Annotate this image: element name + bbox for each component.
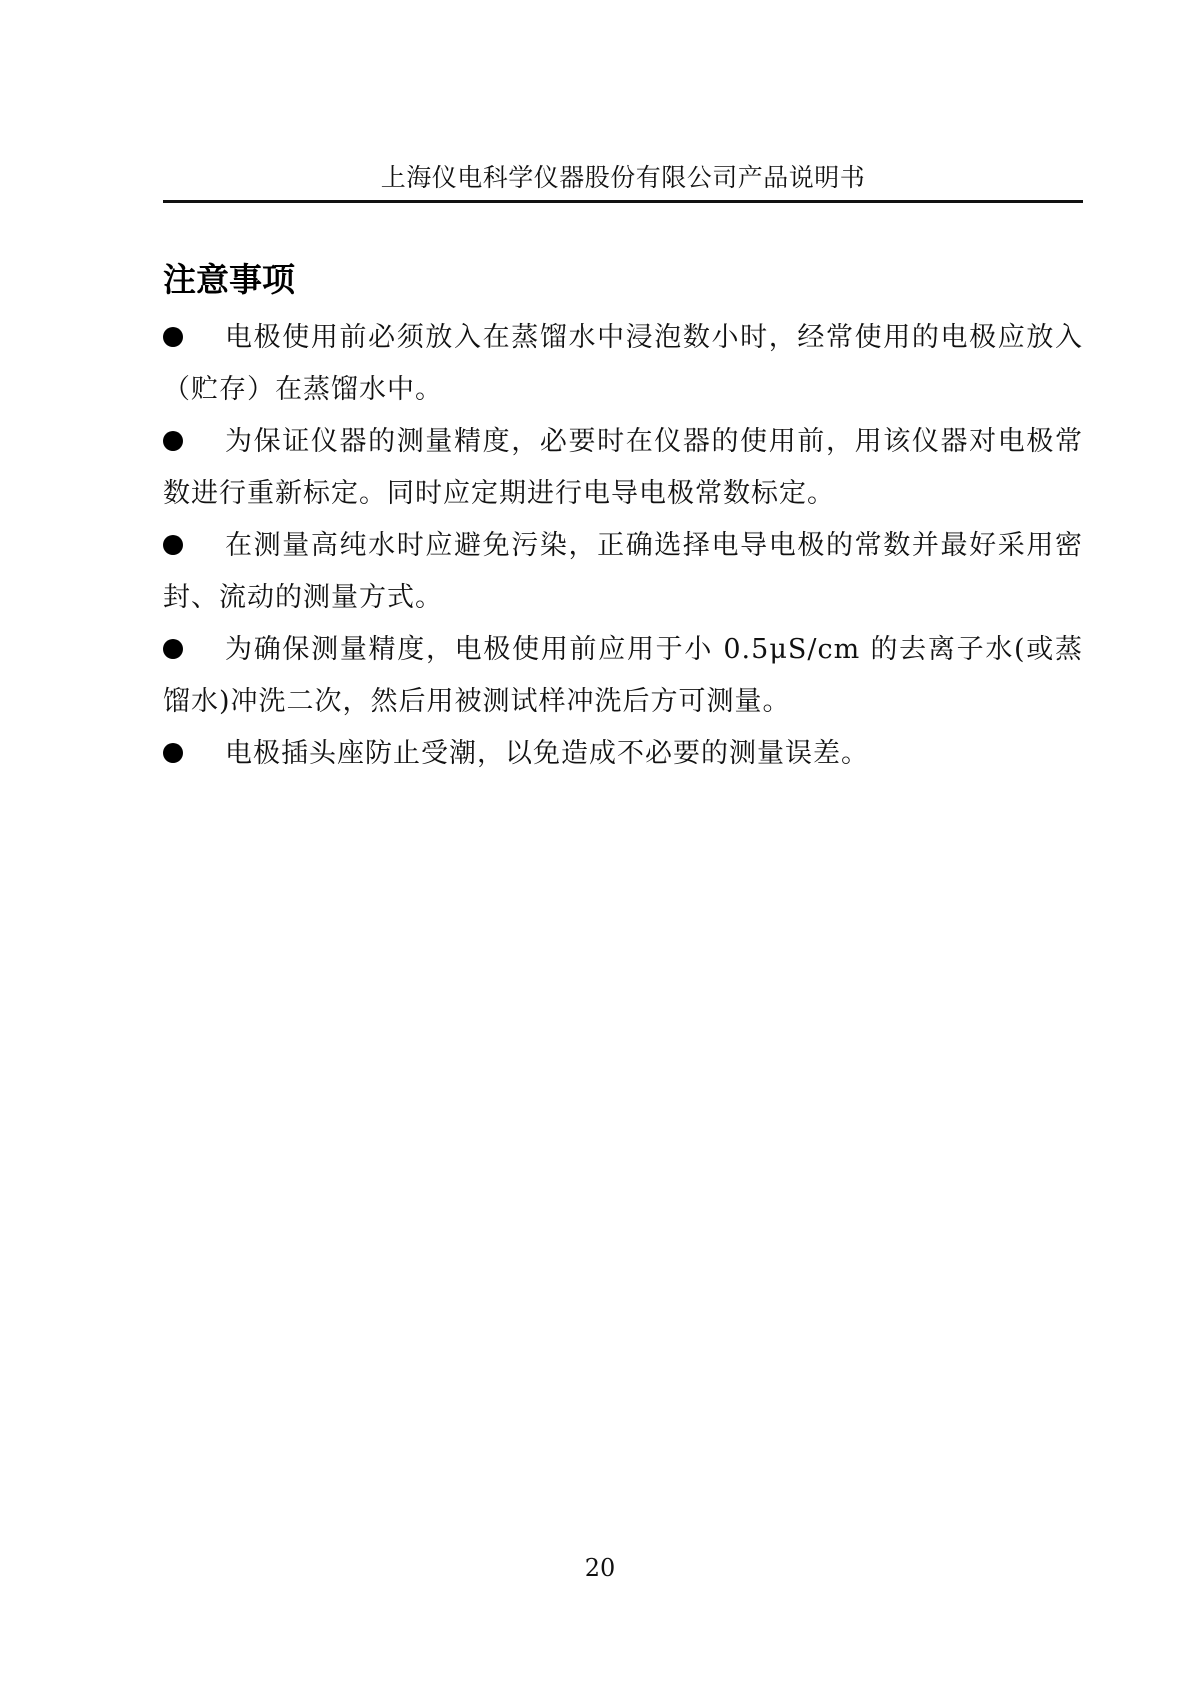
note-item — [163, 312, 1083, 416]
notes-list — [163, 312, 1083, 780]
note-item — [163, 624, 1083, 728]
note-text: 为保证仪器的测量精度，必要时在仪器的使用前，用该仪器对电极常数进行重新标定。同时应定期进行电导电极常数标定。 — [163, 426, 1083, 509]
note-item — [163, 416, 1083, 520]
bullet-icon — [163, 327, 183, 347]
bullet-icon — [163, 639, 183, 659]
bullet-icon — [163, 535, 183, 555]
note-item — [163, 728, 1083, 780]
note-item — [163, 520, 1083, 624]
section-title: 注意事项 — [163, 260, 295, 299]
bullet-icon — [163, 743, 183, 763]
header-rule — [163, 200, 1083, 203]
bullet-icon — [163, 431, 183, 451]
note-text: 在测量高纯水时应避免污染，正确选择电导电极的常数并最好采用密封、流动的测量方式。 — [163, 530, 1083, 613]
page-header: 上海仪电科学仪器股份有限公司产品说明书 — [380, 163, 866, 192]
page-number: 20 — [584, 1554, 616, 1582]
note-text: 电极使用前必须放入在蒸馏水中浸泡数小时，经常使用的电极应放入（贮存）在蒸馏水中。 — [163, 322, 1083, 405]
note-text: 电极插头座防止受潮，以免造成不必要的测量误差。 — [225, 738, 869, 769]
note-text: 为确保测量精度，电极使用前应用于小 0.5μS/cm 的去离子水(或蒸馏水)冲洗二次，然后用被测试样冲洗后方可测量。 — [163, 634, 1083, 717]
